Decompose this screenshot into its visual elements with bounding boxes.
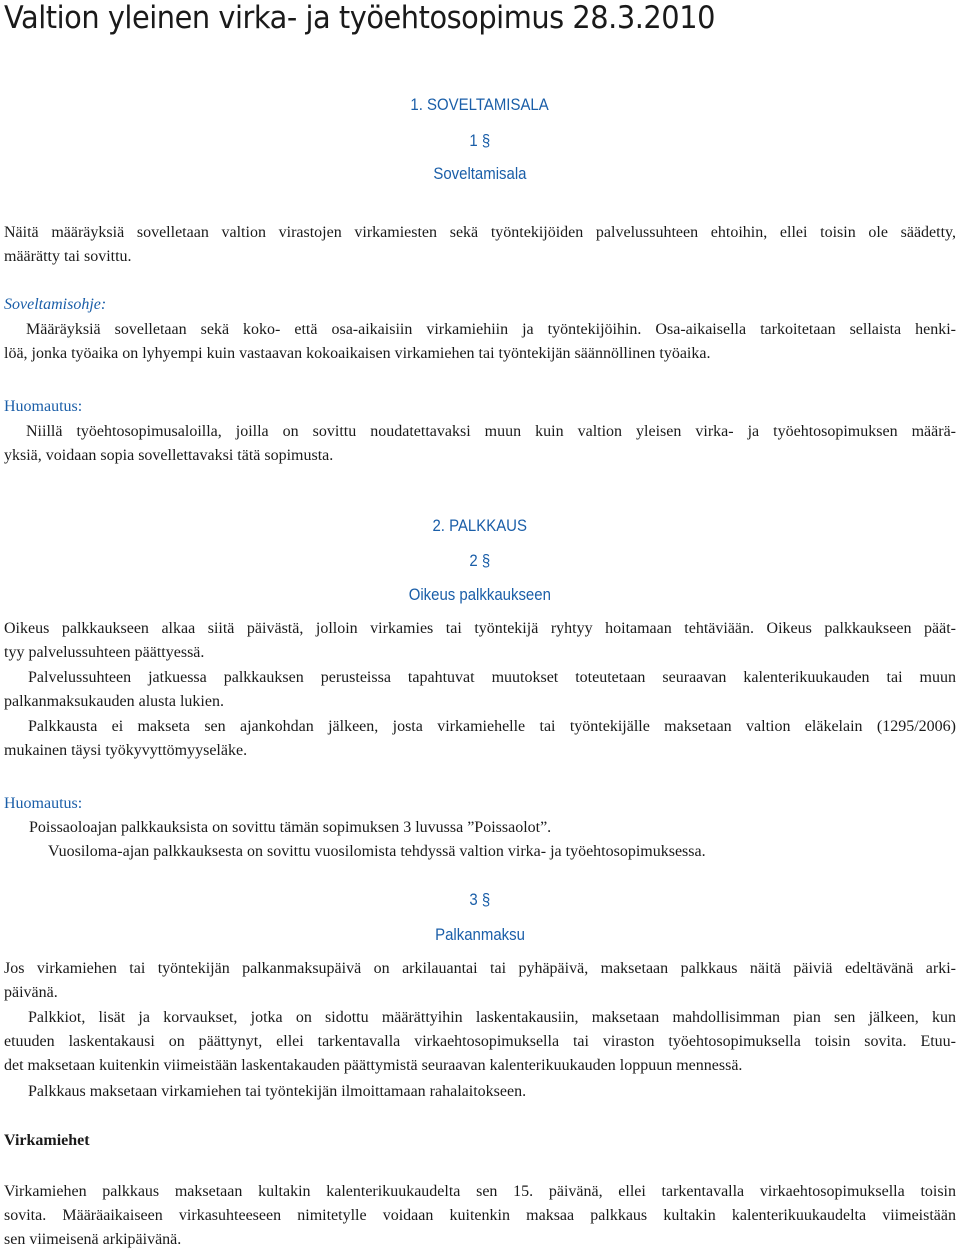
paragraph-guide: Määräyksiä sovelletaan sekä koko- että osa-aikaisiin virkamiehiin ja työntekijöihin. Osa-aikaisella tarkoitetaan sellaista henki- löä, jonka työaika on lyhyempi kuin vastaavan kokoaikaisen virkamiehen tai työntekijän säännöllinen työaika. [4,321,956,362]
section-number-1: 1 § [469,131,491,150]
paragraph-note-1: Niillä työehtosopimusaloilla, joilla on sovittu noudatettavaksi muun kuin valtion yleisen virka- ja työehtosopimuksen määrä- yksiä, voidaan sopia sovellettavaksi tätä sopimusta. [4,423,956,464]
section-title-palkanmaksu: Palkanmaksu [435,925,525,944]
paragraph-bank: Palkkaus maksetaan virkamiehen tai työntekijän ilmoittamaan rahalaitokseen. [28,1083,527,1100]
guide-label: Soveltamisohje: [4,296,107,313]
chapter-heading-soveltamisala: 1. SOVELTAMISALA [410,95,550,114]
paragraph-bonuses: Palkkiot, lisät ja korvaukset, jotka on sidottu määrättyihin laskentakausiin, maksetaan mahdollisimman pian sen jälkeen, kun etuuden laskentakausi on päättynyt, ellei tarkentavalla virkaehtosopimuksella tai viraston työehtosopimuksella toisin sovita. Etuu- det maksetaan kuitenkin viimeistään laskentakauden päättymistä seuraavan kalenterikuukauden loppuun mennessä. [4,1009,956,1074]
paragraph-pay-right: Oikeus palkkaukseen alkaa siitä päivästä, jolloin virkamies tai työntekijä ryhtyy hoitamaan tehtäviään. Oikeus palkkaukseen päät- tyy palvelussuhteen päättyessä. [4,620,956,661]
note-label-2: Huomautus: [4,795,83,812]
paragraph-note-2: Poissaoloajan palkkauksista on sovittu tämän sopimuksen 3 luvussa ”Poissaolot”. Vuosiloma-ajan palkkauksesta on sovittu vuosilomista tehdyssä valtion virka- ja työehtosopimuksessa. [29,819,706,860]
paragraph-pay-pension: Palkkausta ei makseta sen ajankohdan jälkeen, josta virkamiehelle tai työntekijälle maksetaan valtion eläkelain (1295/2006) mukainen täysi työkyvyttömyyseläke. [4,718,956,759]
chapter-heading-palkkaus: 2. PALKKAUS [432,516,528,535]
section-title-soveltamisala: Soveltamisala [433,164,527,183]
paragraph-payday: Jos virkamiehen tai työntekijän palkanmaksupäivä on arkilauantai tai pyhäpäivä, maksetaan palkkaus näitä päiviä edeltävänä arki- päivänä. [4,960,956,1001]
section-number-2: 2 § [469,551,491,570]
paragraph-pay-changes: Palvelussuhteen jatkuessa palkkauksen perusteissa tapahtuvat muutokset toteutetaan seuraavan kalenterikuukauden tai muun palkanmaksukauden alusta lukien. [4,669,956,710]
subheading-virkamiehet: Virkamiehet [4,1132,90,1149]
note-label-1: Huomautus: [4,398,83,415]
section-number-3: 3 § [469,890,491,909]
paragraph-scope: Näitä määräyksiä sovelletaan valtion virastojen virkamiesten sekä työntekijöiden palvelussuhteen ehtoihin, ellei toisin ole säädetty, määrätty tai sovittu. [4,224,956,265]
paragraph-civil-servants: Virkamiehen palkkaus maksetaan kultakin kalenterikuukaudelta sen 15. päivänä, ellei tarkentavalla virkaehtosopimuksella toisin sovita. Määräaikaiseen virkasuhteeseen nimitetylle voidaan kuitenkin maksaa palkkaus kultakin kalenterikuukaudelta viimeistään sen viimeisenä arkipäivänä. [4,1183,956,1248]
document-title: Valtion yleinen virka- ja työehtosopimus 28.3.2010 [4,0,715,36]
section-title-oikeus-palkkaukseen: Oikeus palkkaukseen [408,585,552,604]
